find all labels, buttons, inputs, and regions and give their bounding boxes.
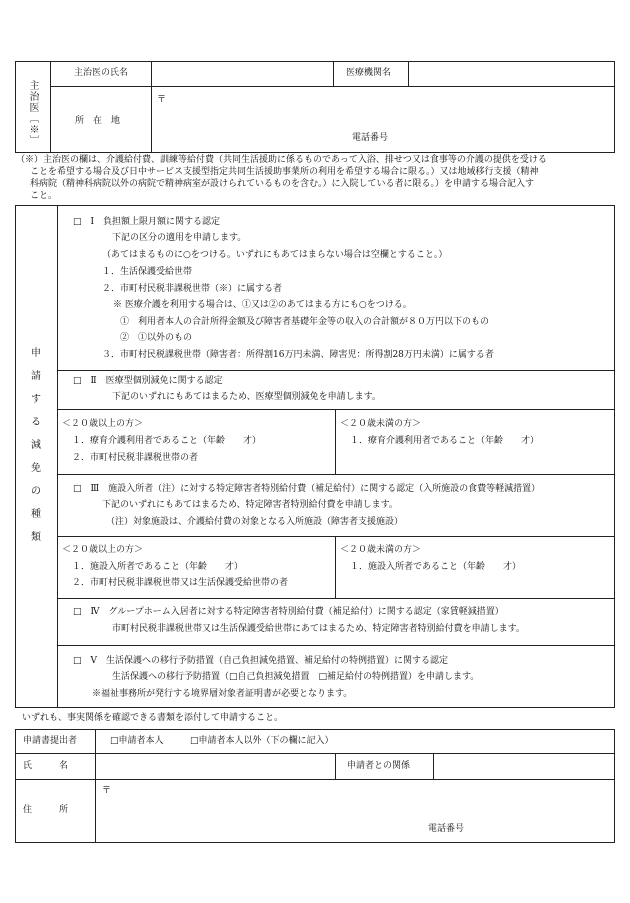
section3-over20-item: ２．市町村民税非課税世帯又は生活保護受給世帯の者 xyxy=(72,578,289,588)
doctor-note-line: こと。 xyxy=(30,191,58,201)
submitter-option-other[interactable]: □申請者本人以外（下の欄に記入） xyxy=(190,736,334,746)
doctor-phone-label: 電話番号 xyxy=(352,133,389,143)
doctor-name-field[interactable] xyxy=(152,62,332,85)
submitter-option-self[interactable]: □申請者本人 xyxy=(110,736,164,746)
submitter-postal-mark: 〒 xyxy=(102,786,112,796)
section1-heading[interactable]: □ Ⅰ 負担額上限月額に関する認定 xyxy=(73,217,221,227)
relation-field[interactable] xyxy=(434,754,613,778)
submitter-table-divider xyxy=(335,753,336,779)
doctor-side-label: 主治医〔※〕 xyxy=(27,80,38,146)
section3-over20-title: ＜２０歳以上の方＞ xyxy=(62,545,144,555)
section-divider xyxy=(57,645,615,646)
submitter-address-label: 住 所 xyxy=(23,805,69,815)
section3-under20-item: １．施設入所者であること（年齢 才） xyxy=(350,562,522,572)
section1-option[interactable]: ２．市町村民税非課税世帯（※）に属する者 xyxy=(102,284,283,294)
section5-line: ※福祉事務所が発行する境界層対象者証明書が必要となります。 xyxy=(92,689,353,699)
section3-line: （注）対象施設は、介護給付費の対象となる入所施設（障害者支援施設） xyxy=(106,517,404,527)
section1-line: ※ 医療介護を利用する場合は、①又は②のあてはまる方にも○をつける。 xyxy=(113,300,412,310)
submitter-phone-label: 電話番号 xyxy=(428,824,465,834)
submitter-label: 申請書提出者 xyxy=(23,736,78,746)
doctor-note-line: （※）主治医の欄は、介護給付費、訓練等給付費（共同生活援助に係るものであって入浴、排せつ又は食事等の介護の提供を受ける xyxy=(16,155,547,165)
section-divider xyxy=(57,474,615,475)
institution-label: 医療機関名 xyxy=(346,68,392,78)
submitter-address-field[interactable] xyxy=(96,780,613,841)
section-divider xyxy=(57,409,615,410)
age-divider xyxy=(335,409,336,474)
doctor-note-line: 科病院（精神科病院以外の病院で精神病室が設けられているものを含む。）に入院している者に限る。）を申請する場合記入す xyxy=(30,179,535,189)
section2-under20-title: ＜２０歳未満の方＞ xyxy=(340,419,422,429)
section1-line: （あてはまるものに○をつける。いずれにもあてはまらない場合は空欄とすること。） xyxy=(102,250,448,260)
footer-note: いずれも、事実関係を確認できる書類を添付して申請すること。 xyxy=(22,713,284,723)
section3-over20-item: １．施設入所者であること（年齢 才） xyxy=(72,562,244,572)
section-divider xyxy=(57,370,615,371)
doctor-note-line: ことを希望する場合及び日中サービス支援型指定共同生活援助事業所の利用を希望する場合に限る。）又は地域移行支援（精神 xyxy=(30,167,539,177)
section3-heading[interactable]: □ Ⅲ 施設入所者（注）に対する特定障害者特別給付費（補足給付）に関する認定（入所施設の食費等軽減措置） xyxy=(73,484,541,494)
section4-heading[interactable]: □ Ⅳ グループホーム入居者に対する特定障害者特別給付費（補足給付）に関する認定（家賃軽減措置） xyxy=(73,607,504,617)
reduction-table-divider xyxy=(57,205,58,708)
section1-option[interactable]: ３．市町村民税課税世帯（障害者：所得割16万円未満、障害児：所得割28万円未満）に属する者 xyxy=(102,350,494,360)
section-divider xyxy=(57,536,615,537)
section1-option[interactable]: １．生活保護受給世帯 xyxy=(102,267,193,277)
institution-field[interactable] xyxy=(409,62,613,85)
section2-under20-item: １．療育介護利用者であること（年齢 才） xyxy=(350,436,540,446)
section2-over20-title: ＜２０歳以上の方＞ xyxy=(62,419,144,429)
doctor-address-field[interactable] xyxy=(152,87,613,151)
section3-under20-title: ＜２０歳未満の方＞ xyxy=(340,545,422,555)
section2-over20-item: １．療育介護利用者であること（年齢 才） xyxy=(72,436,262,446)
section1-option[interactable]: ① 利用者本人の合計所得金額及び障害者基礎年金等の収入の合計額が８０万円以下のもの xyxy=(120,317,490,327)
doctor-table-divider xyxy=(333,61,334,86)
doctor-postal-mark: 〒 xyxy=(157,95,167,105)
doctor-address-label: 所 在 地 xyxy=(75,116,121,126)
doctor-table-divider xyxy=(50,61,51,153)
section2-over20-item: ２．市町村民税非課税世帯の者 xyxy=(72,453,199,463)
reduction-side-label: 申 請 す る 減 免 の 種 類 xyxy=(31,348,41,543)
section2-line: 下記のいずれにもあてはまるため、医療型個別減免を申請します。 xyxy=(112,392,381,402)
submitter-name-field[interactable] xyxy=(96,754,334,778)
section5-line[interactable]: 生活保護への移行予防措置（□自己負担減免措置 □補足給付の特例措置）を申請します。 xyxy=(112,672,480,682)
age-divider xyxy=(335,536,336,598)
section2-heading[interactable]: □ Ⅱ 医療型個別減免に関する認定 xyxy=(73,376,223,386)
relation-label: 申請者との関係 xyxy=(347,761,411,771)
section5-heading[interactable]: □ Ⅴ 生活保護への移行予防措置（自己負担減免措置、補足給付の特例措置）に関する認定 xyxy=(73,656,449,666)
section4-line: 市町村民税非課税世帯又は生活保護受給世帯にあてはまるため、特定障害者特別給付費を申請します。 xyxy=(112,624,525,634)
section-divider xyxy=(57,598,615,599)
section1-option[interactable]: ② ①以外のもの xyxy=(120,333,193,343)
doctor-name-label: 主治医の氏名 xyxy=(74,68,129,78)
section3-line: 下記のいずれにもあてはまるため、特定障害者特別給付費を申請します。 xyxy=(102,500,398,510)
section1-line: 下記の区分の適用を申請します。 xyxy=(112,233,247,243)
submitter-name-label: 氏 名 xyxy=(23,761,69,771)
